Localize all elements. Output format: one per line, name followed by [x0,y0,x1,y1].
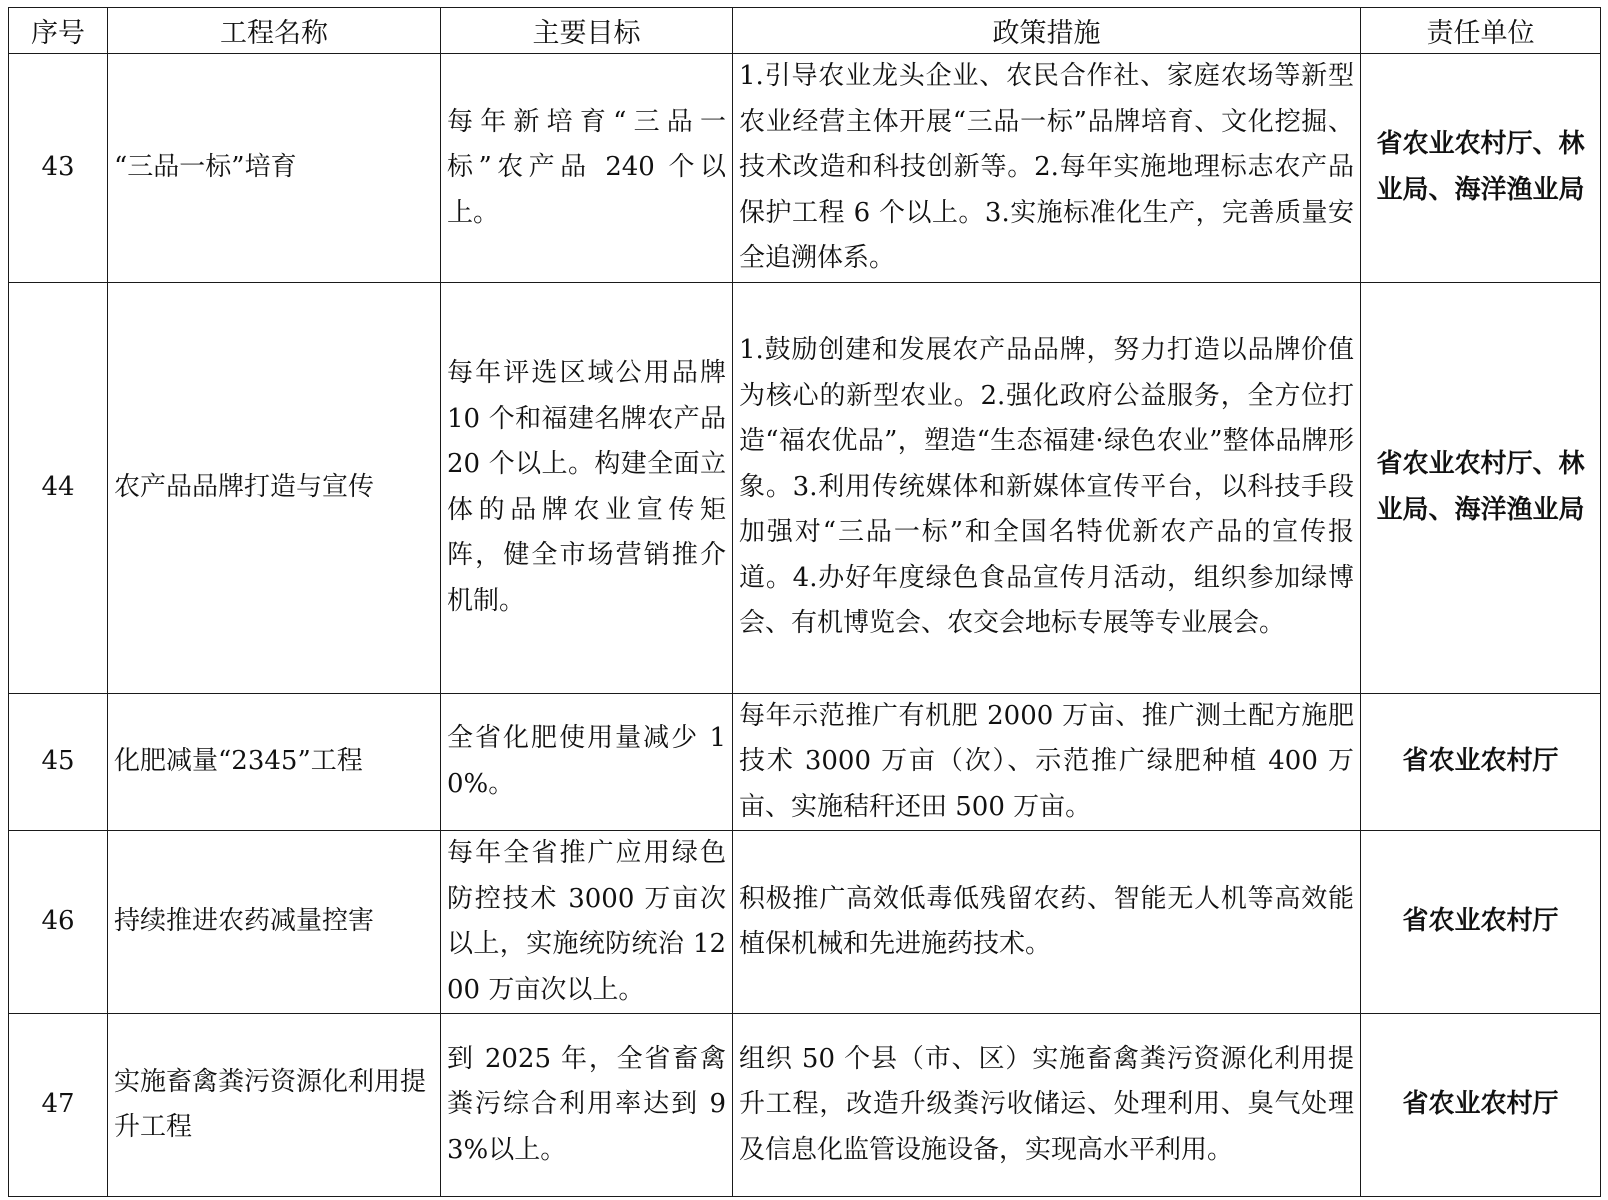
table-row [9,693,1601,831]
responsible-unit: 省农业农村厅、林业局、海洋渔业局 [1361,54,1601,283]
policy-measures: 1.鼓励创建和发展农产品品牌，努力打造以品牌价值为核心的新型农业。2.强化政府公益服务，全方位打造“福农优品”，塑造“生态福建·绿色农业”整体品牌形象。3.利用传统媒体和新媒体宣传平台，以科技手段加强对“三品一标”和全国名特优新农产品的宣传报道。4.办好年度绿色食品宣传月活动，组织参加绿博会、有机博览会、农交会地标专展等专业展会。 [733,282,1361,693]
project-name: “三品一标”培育 [108,54,441,283]
policy-measures: 1.引导农业龙头企业、农民合作社、家庭农场等新型农业经营主体开展“三品一标”品牌培育、文化挖掘、技术改造和科技创新等。2.每年实施地理标志农产品保护工程 6 个以上。3.实施标准化生产，完善质量安全追溯体系。 [733,54,1361,283]
header-project-name: 工程名称 [108,8,441,54]
main-goal: 到 2025 年，全省畜禽粪污综合利用率达到 93%以上。 [441,1014,733,1197]
project-name: 化肥减量“2345”工程 [108,693,441,831]
row-number: 44 [9,282,108,693]
main-goal: 每年全省推广应用绿色防控技术 3000 万亩次以上，实施统防统治 1200 万亩次以上。 [441,831,733,1014]
responsible-unit: 省农业农村厅 [1361,693,1601,831]
project-name: 实施畜禽粪污资源化利用提升工程 [108,1014,441,1197]
header-row [9,8,1601,54]
row-number: 47 [9,1014,108,1197]
project-name: 持续推进农药减量控害 [108,831,441,1014]
main-goal: 全省化肥使用量减少 10%。 [441,693,733,831]
main-goal: 每年评选区域公用品牌 10 个和福建名牌农产品 20 个以上。构建全面立体的品牌农业宣传矩阵，健全市场营销推介机制。 [441,282,733,693]
policy-measures: 组织 50 个县（市、区）实施畜禽粪污资源化利用提升工程，改造升级粪污收储运、处理利用、臭气处理及信息化监管设施设备，实现高水平利用。 [733,1014,1361,1197]
policy-measures: 积极推广高效低毒低残留农药、智能无人机等高效能植保机械和先进施药技术。 [733,831,1361,1014]
header-number: 序号 [9,8,108,54]
header-main-goal: 主要目标 [441,8,733,54]
row-number: 46 [9,831,108,1014]
row-number: 43 [9,54,108,283]
table-row [9,282,1601,693]
main-goal: 每年新培育“三品一标”农产品 240 个以上。 [441,54,733,283]
project-name: 农产品品牌打造与宣传 [108,282,441,693]
header-policy-measures: 政策措施 [733,8,1361,54]
row-number: 45 [9,693,108,831]
table-row [9,831,1601,1014]
responsible-unit: 省农业农村厅 [1361,1014,1601,1197]
responsible-unit: 省农业农村厅、林业局、海洋渔业局 [1361,282,1601,693]
responsible-unit: 省农业农村厅 [1361,831,1601,1014]
project-table [8,7,1601,1197]
header-responsible-unit: 责任单位 [1361,8,1601,54]
policy-measures: 每年示范推广有机肥 2000 万亩、推广测土配方施肥技术 3000 万亩（次）、示范推广绿肥种植 400 万亩、实施秸秆还田 500 万亩。 [733,693,1361,831]
table-row [9,1014,1601,1197]
table-row [9,54,1601,283]
